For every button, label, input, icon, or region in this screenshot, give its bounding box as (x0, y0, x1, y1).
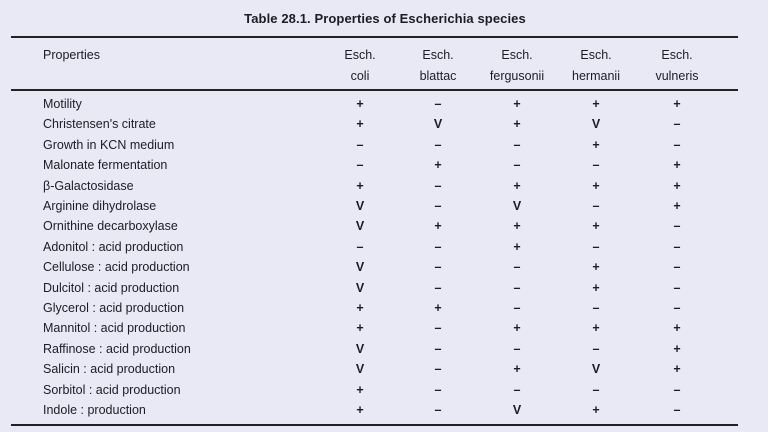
column-header-line1: Esch. (422, 48, 454, 62)
table-cell: – (673, 403, 681, 417)
table-cell: – (592, 199, 600, 213)
table-cell: + (592, 137, 600, 152)
column-header-line1: Esch. (501, 48, 533, 62)
property-label: Raffinose : acid production (43, 341, 191, 356)
table-cell: – (513, 382, 521, 397)
table-cell: + (592, 321, 600, 336)
property-label: Growth in KCN medium (43, 137, 175, 152)
property-label: Mannitol : acid production (43, 321, 186, 336)
table-row (0, 383, 768, 403)
table-cell: + (592, 403, 600, 417)
bottom-rule (11, 424, 738, 426)
table-row (0, 362, 768, 382)
table-cell: V (355, 362, 365, 377)
table-row (0, 301, 768, 321)
property-label: Christensen's citrate (43, 117, 156, 132)
table-cell: + (513, 97, 521, 111)
table-cell: + (592, 260, 600, 275)
table-cell: – (513, 158, 521, 173)
table-cell: – (434, 137, 442, 152)
table-cell: – (434, 199, 442, 213)
table-cell: – (673, 260, 681, 275)
table-cell: – (434, 97, 442, 111)
table-row (0, 199, 768, 219)
table-cell: V (433, 117, 443, 132)
table-cell: – (434, 178, 442, 193)
table-cell: + (673, 97, 681, 111)
property-label: Salicin : acid production (43, 362, 176, 377)
top-rule (11, 36, 738, 38)
table-cell: + (434, 301, 442, 315)
table-cell: – (673, 280, 681, 295)
property-label: Glycerol : acid production (43, 301, 185, 315)
table-cell: – (673, 301, 681, 315)
table-cell: + (673, 341, 681, 356)
properties-header: Properties (43, 48, 100, 62)
table-cell: – (592, 301, 600, 315)
header-rule (11, 89, 738, 91)
column-header-line2: fergusonii (489, 69, 545, 83)
table-cell: – (513, 260, 521, 275)
table-cell: – (513, 341, 521, 356)
column-header-line2: hermanii (572, 69, 620, 83)
table-cell: + (513, 178, 521, 193)
column-header (320, 45, 400, 87)
property-label: Dulcitol : acid production (43, 280, 180, 295)
table-cell: – (673, 382, 681, 397)
table-cell: – (592, 382, 600, 397)
column-header (398, 45, 478, 87)
table-cell: – (434, 403, 442, 417)
column-header-line1: Esch. (580, 48, 612, 62)
table-row (0, 158, 768, 178)
table-cell: – (513, 280, 521, 295)
column-header (637, 45, 717, 87)
table-cell: + (434, 158, 442, 173)
table-cell: V (355, 341, 365, 356)
table-cell: + (513, 362, 521, 377)
table-row (0, 219, 768, 239)
table-cell: – (434, 362, 442, 377)
property-label: Arginine dihydrolase (43, 199, 157, 213)
table-cell: + (513, 117, 521, 132)
property-label: Motility (43, 97, 82, 111)
table-row (0, 342, 768, 362)
table-cell: – (673, 117, 681, 132)
table-row (0, 321, 768, 341)
table-cell: – (356, 137, 364, 152)
property-label: Ornithine decarboxylase (43, 219, 178, 234)
table-cell: – (434, 382, 442, 397)
table-cell: + (513, 219, 521, 234)
table-cell: + (513, 321, 521, 336)
table-cell: V (591, 362, 601, 377)
table-cell: + (356, 178, 364, 193)
table-cell: – (513, 137, 521, 152)
column-header (477, 45, 557, 87)
table-cell: + (356, 117, 364, 132)
table-row (0, 138, 768, 158)
table-cell: + (592, 97, 600, 111)
table-cell: – (673, 239, 681, 254)
table-cell: – (592, 341, 600, 356)
table-cell: + (592, 280, 600, 295)
table-cell: + (356, 403, 364, 417)
column-header-line2: blattac (419, 69, 457, 83)
column-header-line2: coli (350, 69, 370, 83)
table-cell: – (434, 321, 442, 336)
table-cell: + (356, 321, 364, 336)
table-cell: + (592, 219, 600, 234)
column-header-line1: Esch. (661, 48, 693, 62)
column-header-line1: Esch. (344, 48, 376, 62)
table-cell: – (434, 341, 442, 356)
table-cell: – (434, 239, 442, 254)
property-label: Sorbitol : acid production (43, 382, 181, 397)
table-row (0, 260, 768, 280)
table-row (0, 97, 768, 117)
property-label: Cellulose : acid production (43, 260, 190, 275)
table-cell: – (592, 239, 600, 254)
property-label: Indole : production (43, 403, 146, 417)
table-cell: + (673, 158, 681, 173)
table-cell: V (591, 117, 601, 132)
table-cell: + (673, 321, 681, 336)
table-row (0, 179, 768, 199)
table-cell: – (356, 158, 364, 173)
table-cell: + (356, 382, 364, 397)
table-cell: – (673, 137, 681, 152)
table-cell: V (512, 199, 522, 213)
table-cell: + (673, 178, 681, 193)
table-cell: V (355, 260, 365, 275)
table-cell: V (512, 403, 522, 417)
table-cell: + (592, 178, 600, 193)
property-label: Malonate fermentation (43, 158, 168, 173)
table-cell: + (673, 362, 681, 377)
table-cell: + (673, 199, 681, 213)
property-label: Adonitol : acid production (43, 239, 184, 254)
table-cell: V (355, 280, 365, 295)
column-header-line2: vulneris (655, 69, 699, 83)
table-cell: – (673, 219, 681, 234)
table-title: Table 28.1. Properties of Escherichia species (244, 11, 526, 26)
table-row (0, 281, 768, 301)
table-row (0, 117, 768, 137)
property-label: β-Galactosidase (43, 178, 134, 193)
table-cell: + (513, 239, 521, 254)
table-row (0, 403, 768, 423)
table-cell: V (355, 219, 365, 234)
table-cell: + (434, 219, 442, 234)
column-header (556, 45, 636, 87)
table-cell: – (592, 158, 600, 173)
table-cell: – (434, 260, 442, 275)
table-row (0, 240, 768, 260)
table-cell: – (434, 280, 442, 295)
table-cell: V (355, 199, 365, 213)
table-cell: – (513, 301, 521, 315)
table-cell: – (356, 239, 364, 254)
table-cell: + (356, 301, 364, 315)
table-cell: + (356, 97, 364, 111)
